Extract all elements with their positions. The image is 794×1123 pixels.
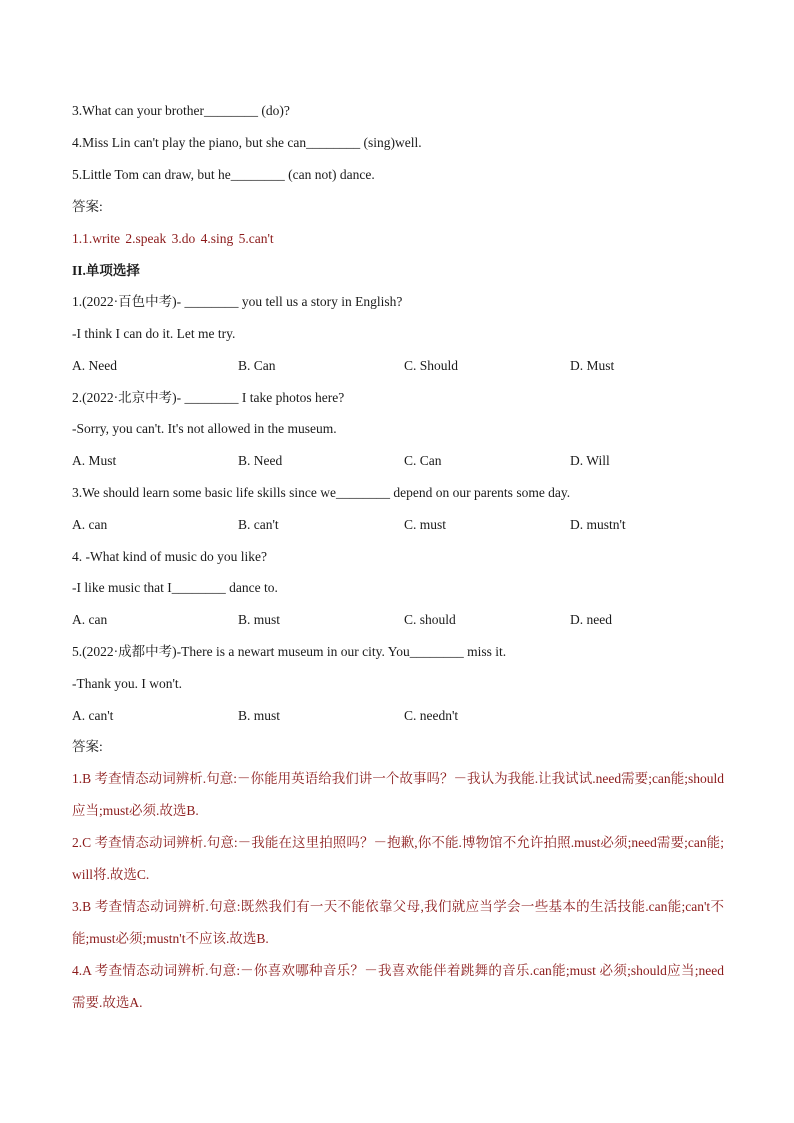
mc-question-3-option-d: D. mustn't	[570, 517, 626, 532]
mc-question-3-option-a: A. can	[72, 517, 108, 532]
mc-question-4-option-a: A. can	[72, 612, 108, 627]
answer-key: 1.1.write 2.speak 3.do 4.sing 5.can't	[72, 231, 274, 246]
mc-question-1-option-c: C. Should	[404, 358, 459, 373]
answer-label: 答案:	[72, 199, 103, 214]
mc-question-3-option-c: C. must	[404, 517, 447, 532]
mc-question-2-option-d: D. Will	[570, 453, 610, 468]
mc-question-3-stem: 3.We should learn some basic life skills since we________ depend on our parents some day.	[72, 485, 571, 500]
explanation-1: 1.B 考查情态动词辨析.句意:－你能用英语给我们讲一个故事吗？－我认为我能.让我试试.need需要;can能;should应当;must必须.故选B.	[72, 771, 724, 818]
mc-answer-label: 答案:	[72, 739, 103, 754]
mc-question-3-option-b: B. can't	[238, 517, 279, 532]
explanation-4: 4.A 考查情态动词辨析.句意:－你喜欢哪种音乐？－我喜欢能伴着跳舞的音乐.can能;must 必须;should应当;need需要.故选A.	[72, 963, 724, 1010]
mc-question-5-option-a: A. can't	[72, 708, 114, 723]
mc-question-4-option-c: C. should	[404, 612, 456, 627]
mc-question-2-reply: -Sorry, you can't. It's not allowed in the museum.	[72, 421, 337, 436]
explanation-2: 2.C 考查情态动词辨析.句意:－我能在这里拍照吗？－抱歉,你不能.博物馆不允许拍照.must必须;need需要;can能;will将.故选C.	[72, 835, 724, 882]
mc-question-4-option-b: B. must	[238, 612, 281, 627]
mc-question-1-option-a: A. Need	[72, 358, 117, 373]
mc-question-2-option-a: A. Must	[72, 453, 117, 468]
mc-question-4-stem: 4. -What kind of music do you like?	[72, 549, 267, 564]
mc-question-5-stem: 5.(2022·成都中考)-There is a newart museum in our city. You________ miss it.	[72, 644, 507, 659]
explanation-3: 3.B 考查情态动词辨析.句意:既然我们有一天不能依靠父母,我们就应当学会一些基本的生活技能.can能;can't不能;must必须;mustn't不应该.故选B.	[72, 899, 724, 946]
mc-question-1-option-b: B. Can	[238, 358, 276, 373]
mc-question-5-reply: -Thank you. I won't.	[72, 676, 183, 691]
mc-question-2-stem: 2.(2022·北京中考)- ________ I take photos here?	[72, 390, 345, 405]
mc-question-5-option-b: B. must	[238, 708, 281, 723]
mc-question-1-reply: -I think I can do it. Let me try.	[72, 326, 236, 341]
mc-question-2-option-c: C. Can	[404, 453, 442, 468]
mc-question-4-reply: -I like music that I________ dance to.	[72, 580, 278, 595]
question-4: 4.Miss Lin can't play the piano, but she can________ (sing)well.	[72, 135, 422, 150]
mc-question-1-stem: 1.(2022·百色中考)- ________ you tell us a story in English?	[72, 294, 403, 309]
mc-question-1-option-d: D. Must	[570, 358, 615, 373]
mc-question-5-option-c: C. needn't	[404, 708, 459, 723]
mc-question-2-option-b: B. Need	[238, 453, 283, 468]
mc-question-4-option-d: D. need	[570, 612, 612, 627]
question-5: 5.Little Tom can draw, but he________ (can not) dance.	[72, 167, 375, 182]
question-3: 3.What can your brother________ (do)?	[72, 103, 290, 118]
section-heading: II.单项选择	[72, 263, 140, 278]
